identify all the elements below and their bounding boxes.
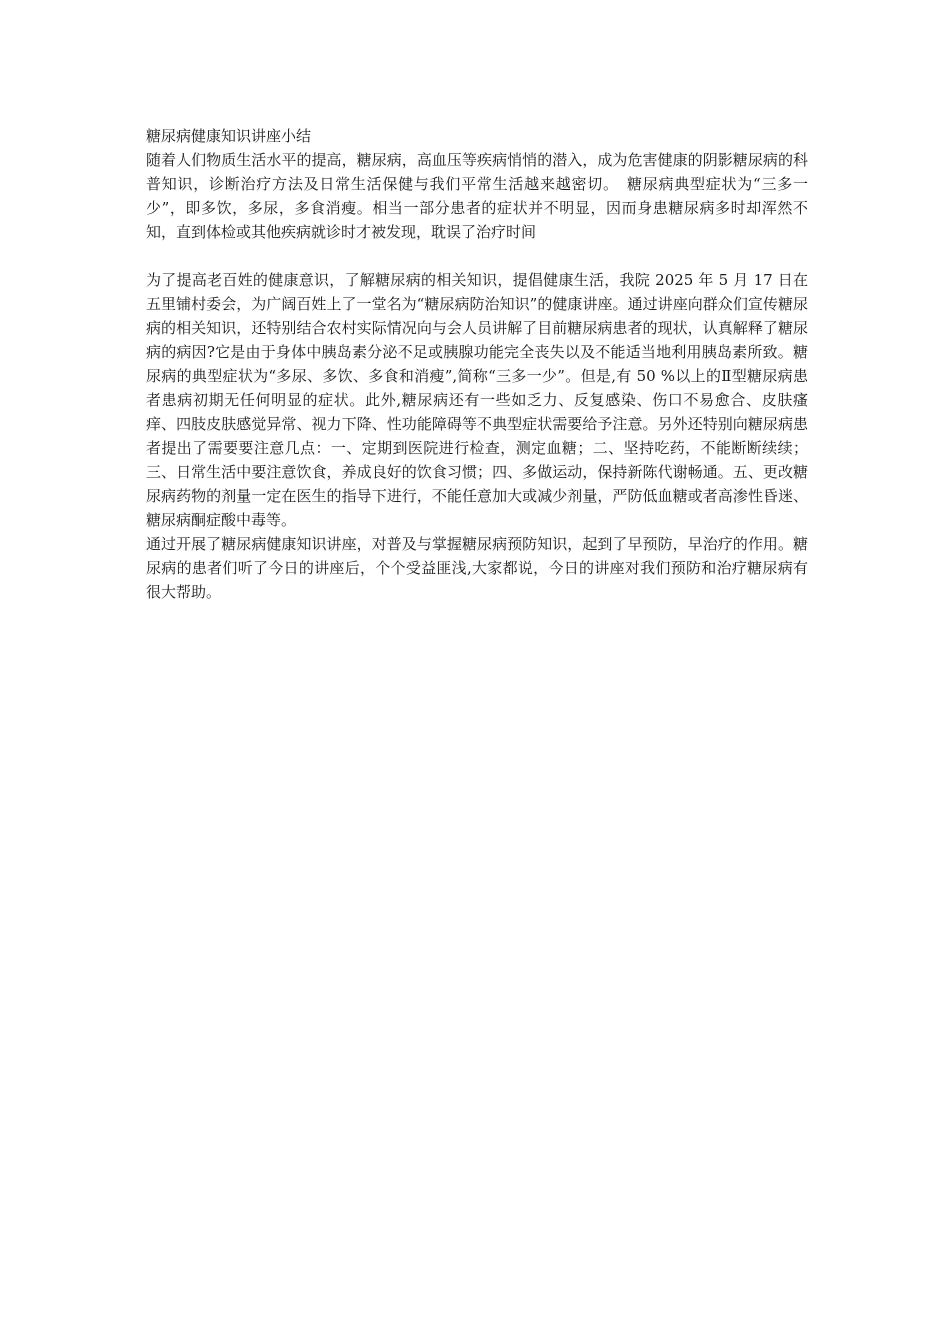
paragraph-conclusion: 通过开展了糖尿病健康知识讲座，对普及与掌握糖尿病预防知识，起到了早预防，早治疗的作用。糖尿病的患者们听了今日的讲座后，个个受益匪浅,大家都说，今日的讲座对我们预防和治疗糖尿病有很大帮助。	[146, 535, 808, 601]
document-title: 糖尿病健康知识讲座小结	[146, 127, 312, 145]
document-page	[146, 124, 808, 604]
paragraph-lecture-details: 为了提高老百姓的健康意识，了解糖尿病的相关知识，提倡健康生活，我院 2025 年 5 月 17 日在五里铺村委会，为广阔百姓上了一堂名为“糖尿病防治知识”的健康讲座。通过讲座向群众们宣传糖尿病的相关知识，还特别结合农村实际情况向与会人员讲解了目前糖尿病患者的现状，认真解释了糖尿病的病因?它是由于身体中胰岛素分泌不足或胰腺功能完全丧失以及不能适当地利用胰岛素所致。糖尿病的典型症状为“多尿、多饮、多食和消瘦”,简称“三多一少”。但是,有 50 %以上的Ⅱ型糖尿病患者患病初期无任何明显的症状。此外,糖尿病还有一些如乏力、反复感染、伤口不易愈合、皮肤瘙痒、四肢皮肤感觉异常、视力下降、性功能障碍等不典型症状需要给予注意。另外还特别向糖尿病患者提出了需要要注意几点：一、定期到医院进行检查，测定血糖；二、坚持吃药，不能断断续续；三、日常生活中要注意饮食，养成良好的饮食习惯；四、多做运动，保持新陈代谢畅通。五、更改糖尿病药物的剂量一定在医生的指导下进行，不能任意加大或减少剂量，严防低血糖或者高渗性昏迷、糖尿病酮症酸中毒等。	[146, 271, 808, 529]
paragraph-intro: 随着人们物质生活水平的提高，糖尿病，高血压等疾病悄悄的潜入，成为危害健康的阴影糖尿病的科普知识，诊断治疗方法及日常生活保健与我们平常生活越来越密切。 糖尿病典型症状为“三多一少”，即多饮，多尿，多食消瘦。相当一部分患者的症状并不明显，因而身患糖尿病多时却浑然不知，直到体检或其他疾病就诊时才被发现，耽误了治疗时间	[146, 151, 808, 241]
